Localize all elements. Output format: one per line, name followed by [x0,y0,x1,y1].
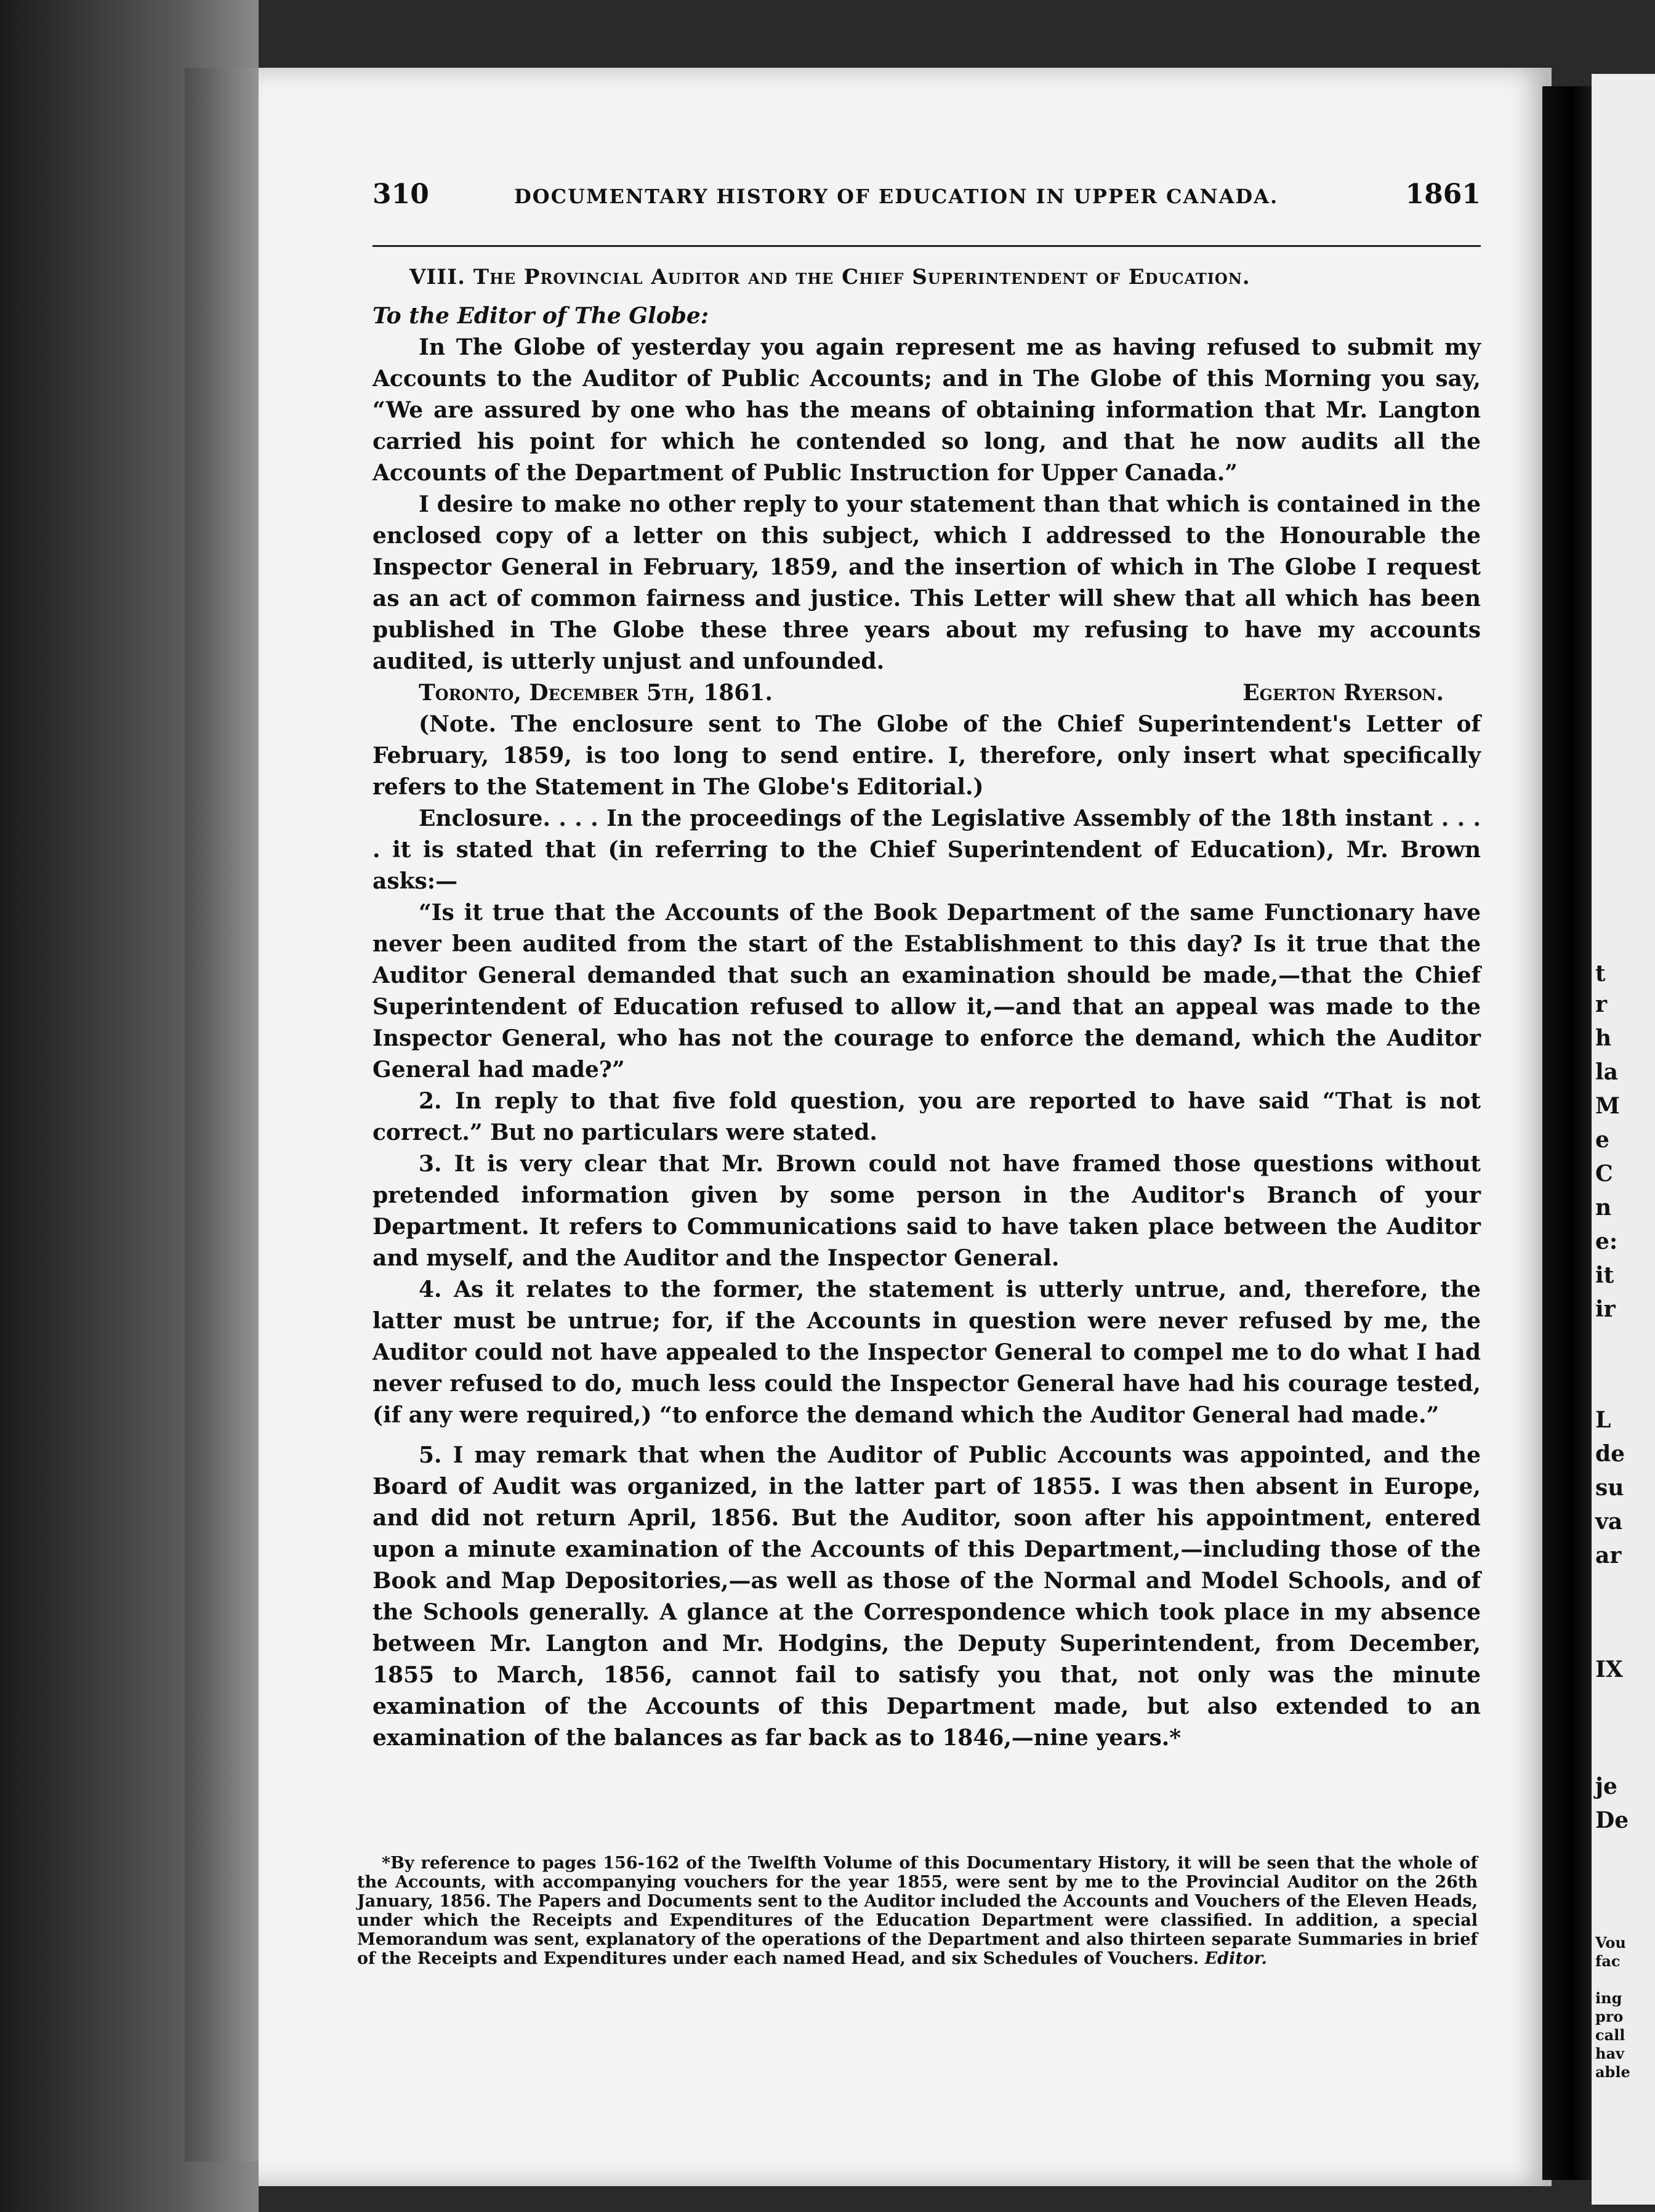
adjacent-fragment: h [1595,1025,1612,1051]
enclosure-paragraph: 3. It is very clear that Mr. Brown could not have framed those questions without pretended information given by some person in the Auditor's Branch of your Department. It refers to Communications said to have taken place between the Auditor and myself, and the Auditor and the Inspector General. [372,1151,1481,1271]
book-gutter [1542,86,1592,2180]
header-rule [372,245,1481,247]
signature: Egerton Ryerson. [1242,680,1444,706]
running-header [372,179,1481,216]
adjacent-fragment: r [1595,991,1607,1017]
enclosure-paragraph: Enclosure. . . . In the proceedings of the Legislative Assembly of the 18th instant . . . . it is stated that (in referring to the Chief Superintendent of Education), Mr. Brown asks:— [372,805,1481,894]
adjacent-fragment: de [1595,1441,1625,1467]
adjacent-fragment: je [1595,1774,1617,1799]
adjacent-fragment: C [1595,1161,1613,1187]
editor-note: (Note. The enclosure sent to The Globe of the Chief Superintendent's Letter of February, 1859, is too long to send entire. I, therefore, only insert what specifically refers to the Statement in The Globe's Editorial.) [372,711,1481,800]
adjacent-fragment: e: [1595,1229,1618,1254]
adjacent-fragment: pro [1595,2008,1624,2025]
article-body [372,262,1481,1754]
adjacent-fragment: able [1595,2063,1630,2081]
adjacent-fragment: e [1595,1127,1609,1153]
adjacent-fragment: L [1595,1407,1611,1433]
adjacent-fragment: t [1595,961,1606,987]
enclosure-paragraph: 5. I may remark that when the Auditor of Public Accounts was appointed, and the Board of Audit was organized, in the latter part of 1855. I was then absent in Europe, and did not return April, 1856. But the Auditor, soon after his appointment, entered upon a minute examination of the Accounts of this Department,—including those of the Book and Map Depositories,—as well as those of the Normal and Model Schools, and of the Schools generally. A glance at the Correspondence which took place in my absence between Mr. Langton and Mr. Hodgins, the Deputy Superintendent, from December, 1855 to March, 1856, cannot fail to satisfy you that, not only was the minute examination of the Accounts of this Department made, but also extended to an examination of the balances as far back as to 1846,—nine years.* [372,1442,1481,1751]
adjacent-fragment: M [1595,1093,1620,1119]
adjacent-fragment: ar [1595,1543,1622,1568]
footnote-editor: Editor. [1204,1949,1267,1968]
adjacent-fragment: IX [1595,1657,1623,1682]
adjacent-fragment: ing [1595,1989,1622,2007]
adjacent-fragment: su [1595,1475,1624,1501]
adjacent-fragment: hav [1595,2044,1624,2062]
enclosure-paragraph: 2. In reply to that five fold question, you are reported to have said “That is not correct.” But no particulars were stated. [372,1088,1481,1145]
dateline-signature [372,677,1481,709]
place-date: Toronto, December 5th, 1861. [419,680,773,706]
salutation: To the Editor of The Globe: [372,303,709,329]
adjacent-fragment: it [1595,1262,1614,1288]
footnote-text: *By reference to pages 156-162 of the Twelfth Volume of this Documentary History, it will be seen that the whole of the Accounts, with accompanying vouchers for the year 1855, were sent by me to the Provincial Auditor on the 26th January, 1856. The Papers and Documents sent to the Auditor included the Accounts and Vouchers of the Eleven Heads, under which the Receipts and Expenditures of the Education Department were classified. In addition, a special Memorandum was sent, explanatory of the operations of the Department and also thirteen separate Summaries in brief of the Receipts and Expenditures under each named Head, and six Schedules of Vouchers. [357,1854,1478,1968]
adjacent-fragment: ir [1595,1296,1616,1322]
page-stack-edge [185,68,265,2162]
body-paragraph: I desire to make no other reply to your statement than that which is contained in the enclosed copy of a letter on this subject, which I addressed to the Honourable the Inspector General in February, 1859, and the insertion of which in The Globe I request as an act of common fairness and justice. This Letter will shew that all which has been published in The Globe these three years about my refusing to have my accounts audited, is utterly unjust and unfounded. [372,491,1481,674]
adjacent-fragment: n [1595,1195,1612,1221]
header-year: 1861 [1405,179,1481,210]
adjacent-fragment: fac [1595,1952,1621,1970]
adjacent-fragment: va [1595,1509,1623,1535]
quoted-question: “Is it true that the Accounts of the Book Department of the same Functionary have never been audited from the start of the Establishment to this day? Is it true that the Auditor General demanded that such an examination should be made,—that the Chief Superintendent of Education refused to allow it,—and that an appeal was made to the Inspector General, who has not the courage to enforce the demand, which the Auditor General had made?” [372,900,1481,1083]
adjacent-fragment: De [1595,1807,1629,1833]
body-paragraph: In The Globe of yesterday you again represent me as having refused to submit my Accounts to the Auditor of Public Accounts; and in The Globe of this Morning you say, “We are assured by one who has the means of obtaining information that Mr. Langton carried his point for which he contended so long, and that he now audits all the Accounts of the Department of Public Instruction for Upper Canada.” [372,334,1481,486]
running-title: DOCUMENTARY HISTORY OF EDUCATION IN UPPER CANADA. [514,185,1279,208]
adjacent-page [1592,74,1655,2205]
section-heading: VIII. The Provincial Auditor and the Chief Superintendent of Education. [409,265,1250,289]
footnote [357,1854,1478,1968]
adjacent-fragment: la [1595,1059,1619,1085]
adjacent-fragment: Vou [1595,1934,1626,1952]
enclosure-paragraph: 4. As it relates to the former, the statement is utterly untrue, and, therefore, the latter must be untrue; for, if the Accounts in question were never refused by me, the Auditor could not have appealed to the Inspector General to compel me to do what I had never refused to do, much less could the Inspector General have had his courage tested, (if any were required,) “to enforce the demand which the Auditor General had made.” [372,1277,1481,1428]
page-number: 310 [372,179,429,210]
adjacent-fragment: call [1595,2026,1625,2044]
